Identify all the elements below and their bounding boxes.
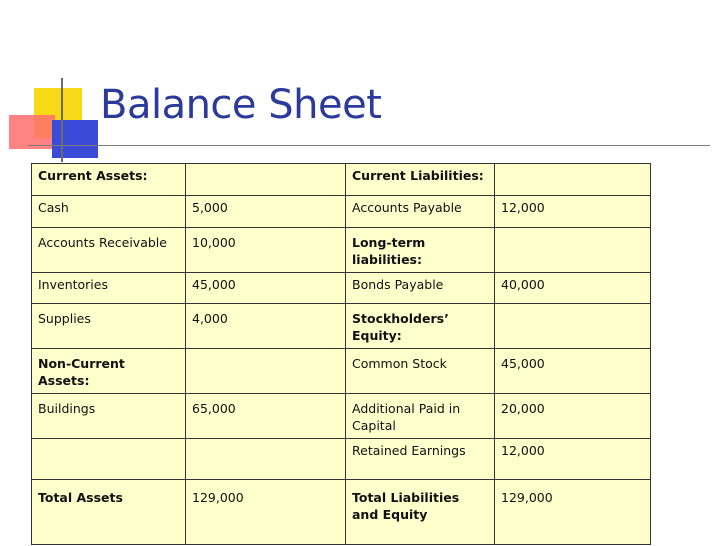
- table-cell: Retained Earnings: [346, 439, 495, 480]
- decor-red-square: [9, 115, 55, 149]
- table-cell: 4,000: [186, 304, 346, 349]
- table-cell: 129,000: [186, 480, 346, 545]
- table-cell: [495, 164, 651, 196]
- table-cell: Non-Current Assets:: [32, 349, 186, 394]
- table-row: [32, 164, 651, 196]
- table-cell: 65,000: [186, 394, 346, 439]
- table-cell: Stockholders’ Equity:: [346, 304, 495, 349]
- table-cell: 40,000: [495, 273, 651, 304]
- table-row: [32, 228, 651, 273]
- table-cell: 45,000: [495, 349, 651, 394]
- table-row: [32, 273, 651, 304]
- table-cell: Long-term liabilities:: [346, 228, 495, 273]
- table-row: [32, 394, 651, 439]
- table-cell: [186, 439, 346, 480]
- table-cell: Accounts Receivable: [32, 228, 186, 273]
- decor-vertical-line: [61, 78, 63, 162]
- table-cell: 129,000: [495, 480, 651, 545]
- table-cell: Cash: [32, 196, 186, 228]
- table-cell: 20,000: [495, 394, 651, 439]
- table-cell: 12,000: [495, 439, 651, 480]
- table-cell: [32, 439, 186, 480]
- table-cell: Total Assets: [32, 480, 186, 545]
- decor-blue-square: [52, 120, 98, 158]
- table-cell: [495, 304, 651, 349]
- table-row: [32, 480, 651, 545]
- table-row: [32, 439, 651, 480]
- table-cell: 5,000: [186, 196, 346, 228]
- table-cell: Common Stock: [346, 349, 495, 394]
- table-cell: [186, 349, 346, 394]
- table-cell: Inventories: [32, 273, 186, 304]
- table-row: [32, 304, 651, 349]
- table-cell: Bonds Payable: [346, 273, 495, 304]
- table-cell: Current Assets:: [32, 164, 186, 196]
- table-row: [32, 349, 651, 394]
- table-cell: 45,000: [186, 273, 346, 304]
- balance-sheet-table: [31, 163, 651, 545]
- table-cell: [186, 164, 346, 196]
- table-cell: Supplies: [32, 304, 186, 349]
- page-title: Balance Sheet: [100, 82, 382, 128]
- table-cell: Accounts Payable: [346, 196, 495, 228]
- table-cell: Current Liabilities:: [346, 164, 495, 196]
- table-cell: Additional Paid in Capital: [346, 394, 495, 439]
- table-row: [32, 196, 651, 228]
- table-cell: [495, 228, 651, 273]
- table-cell: Buildings: [32, 394, 186, 439]
- title-divider: [28, 145, 710, 146]
- table-cell: 10,000: [186, 228, 346, 273]
- table-cell: Total Liabilities and Equity: [346, 480, 495, 545]
- table-cell: 12,000: [495, 196, 651, 228]
